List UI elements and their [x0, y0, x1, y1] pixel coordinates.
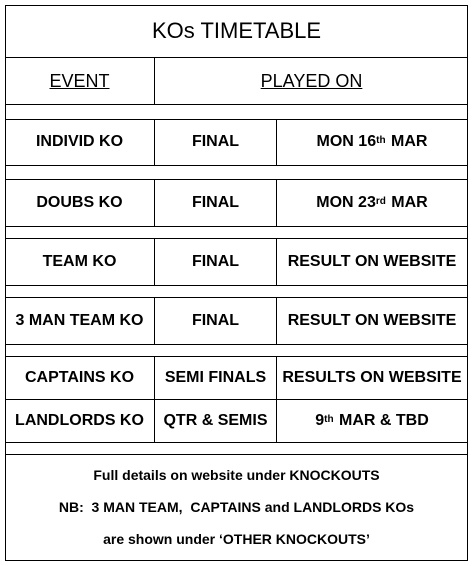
date-cell [277, 297, 467, 344]
date-text: MAR & TBD [334, 411, 429, 429]
rule [5, 226, 468, 227]
date-text: 9 [315, 411, 325, 429]
date-cell: 9 $^{th}$ MAR & TBD [315, 411, 429, 429]
rule [5, 165, 468, 166]
date-text: MAR [386, 133, 428, 150]
date-text: RESULT ON WEBSITE [287, 252, 457, 270]
date-text: MON 16 [316, 133, 377, 150]
date-cell: MON 23 $^{rd}$ MAR [316, 193, 428, 211]
rule [5, 454, 468, 455]
date-text: RESULTS ON WEBSITE [282, 368, 462, 386]
round-cell: FINAL [191, 133, 240, 150]
header-event: EVENT [49, 70, 110, 91]
round-cell: SEMI FINALS [164, 368, 267, 386]
rule [5, 442, 468, 443]
page-title: KOs TIMETABLE [151, 18, 322, 43]
round-cell: FINAL [191, 252, 240, 270]
date-text: RESULT ON WEBSITE [287, 311, 457, 329]
footer-note: NB: 3 MAN TEAM, CAPTAINS and LANDLORDS KOs [58, 499, 415, 515]
header-played-on: PLAYED ON [260, 70, 363, 91]
date-text: MON 23 [316, 193, 376, 211]
event-cell: TEAM KO [42, 252, 117, 270]
date-cell [277, 356, 467, 399]
rule [5, 344, 468, 345]
footer-note: Full details on website under KNOCKOUTS [93, 467, 380, 483]
date-cell: MON 16 $^{th}$ MAR [316, 133, 428, 150]
round-cell: FINAL [191, 311, 240, 329]
event-cell: 3 MAN TEAM KO [15, 311, 144, 329]
date-cell [277, 238, 467, 285]
round-cell: QTR & SEMIS [163, 411, 268, 429]
footer-note: are shown under ‘OTHER KNOCKOUTS’ [103, 531, 370, 547]
rule [5, 285, 468, 286]
event-cell: DOUBS KO [36, 193, 123, 211]
event-cell: INDIVID KO [35, 133, 124, 150]
date-text: MAR [386, 193, 428, 211]
ko-timetable [5, 5, 468, 561]
border-bottom [5, 560, 468, 561]
event-cell: CAPTAINS KO [24, 368, 135, 386]
round-cell: FINAL [191, 193, 240, 211]
event-cell: LANDLORDS KO [15, 411, 144, 429]
